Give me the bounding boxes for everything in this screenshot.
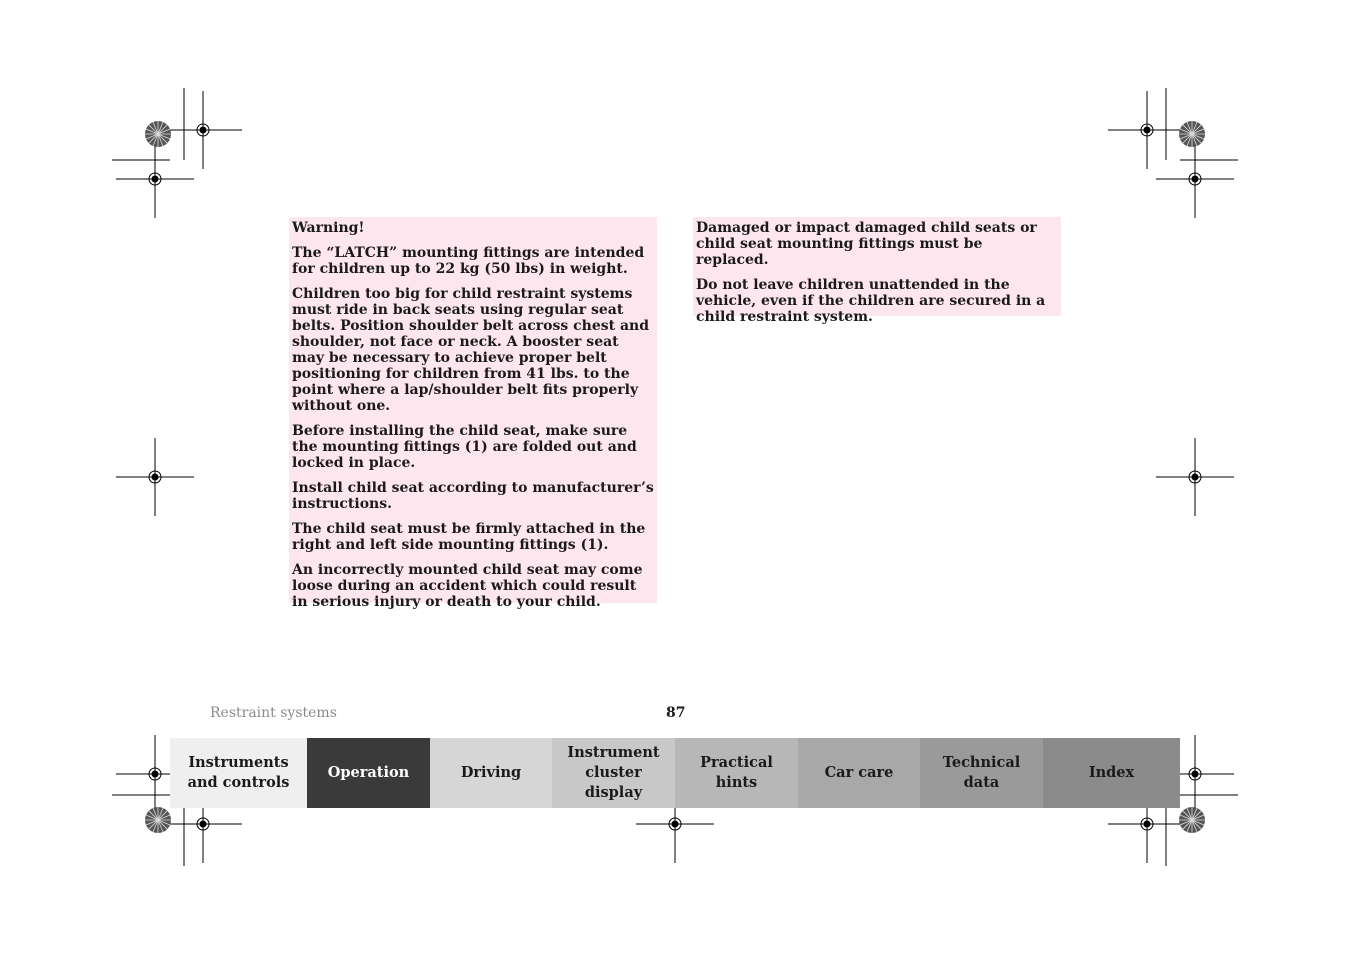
- tab-instruments-and-controls[interactable]: Instruments and controls: [170, 738, 307, 808]
- warning-paragraph: Before installing the child seat, make sure the mounting fittings (1) are folded out and locked in place.: [292, 423, 637, 471]
- tab-operation[interactable]: Operation: [307, 738, 430, 808]
- warning-paragraph: The child seat must be firmly attached in the right and left side mounting fittings (1).: [292, 521, 646, 553]
- tab-car-care[interactable]: Car care: [798, 738, 920, 808]
- tab-technical-data[interactable]: Technical data: [920, 738, 1043, 808]
- warning-paragraph: Do not leave children unattended in the vehicle, even if the children are secured in a child restraint system.: [696, 277, 1046, 325]
- warning-paragraph: Install child seat according to manufacturer’s instructions.: [292, 480, 654, 512]
- warning-paragraph: The “LATCH” mounting fittings are intended for children up to 22 kg (50 lbs) in weight.: [292, 245, 645, 277]
- section-title: Restraint systems: [210, 705, 337, 721]
- warning-box-left: [289, 217, 657, 610]
- tab-index[interactable]: Index: [1043, 738, 1180, 808]
- tab-practical-hints[interactable]: Practical hints: [675, 738, 798, 808]
- tab-driving[interactable]: Driving: [430, 738, 552, 808]
- warning-heading: Warning!: [292, 220, 365, 236]
- warning-box-right: [693, 217, 1061, 325]
- page-number: 87: [666, 705, 686, 721]
- chapter-navigation: [170, 738, 1180, 808]
- warning-paragraph: Children too big for child restraint systems must ride in back seats using regular seat belts. Position shoulder belt across chest and shoulder, not face or neck. A booster seat may be necessary to achieve proper belt positioning for children from 41 lbs. to the point where a lap/shoulder belt fits properly without one.: [292, 286, 649, 414]
- warning-paragraph: Damaged or impact damaged child seats or child seat mounting fittings must be replaced.: [696, 220, 1037, 268]
- warning-paragraph: An incorrectly mounted child seat may come loose during an accident which could result in serious injury or death to your child.: [292, 562, 643, 610]
- tab-instrument-cluster-display[interactable]: Instrument cluster display: [552, 738, 675, 808]
